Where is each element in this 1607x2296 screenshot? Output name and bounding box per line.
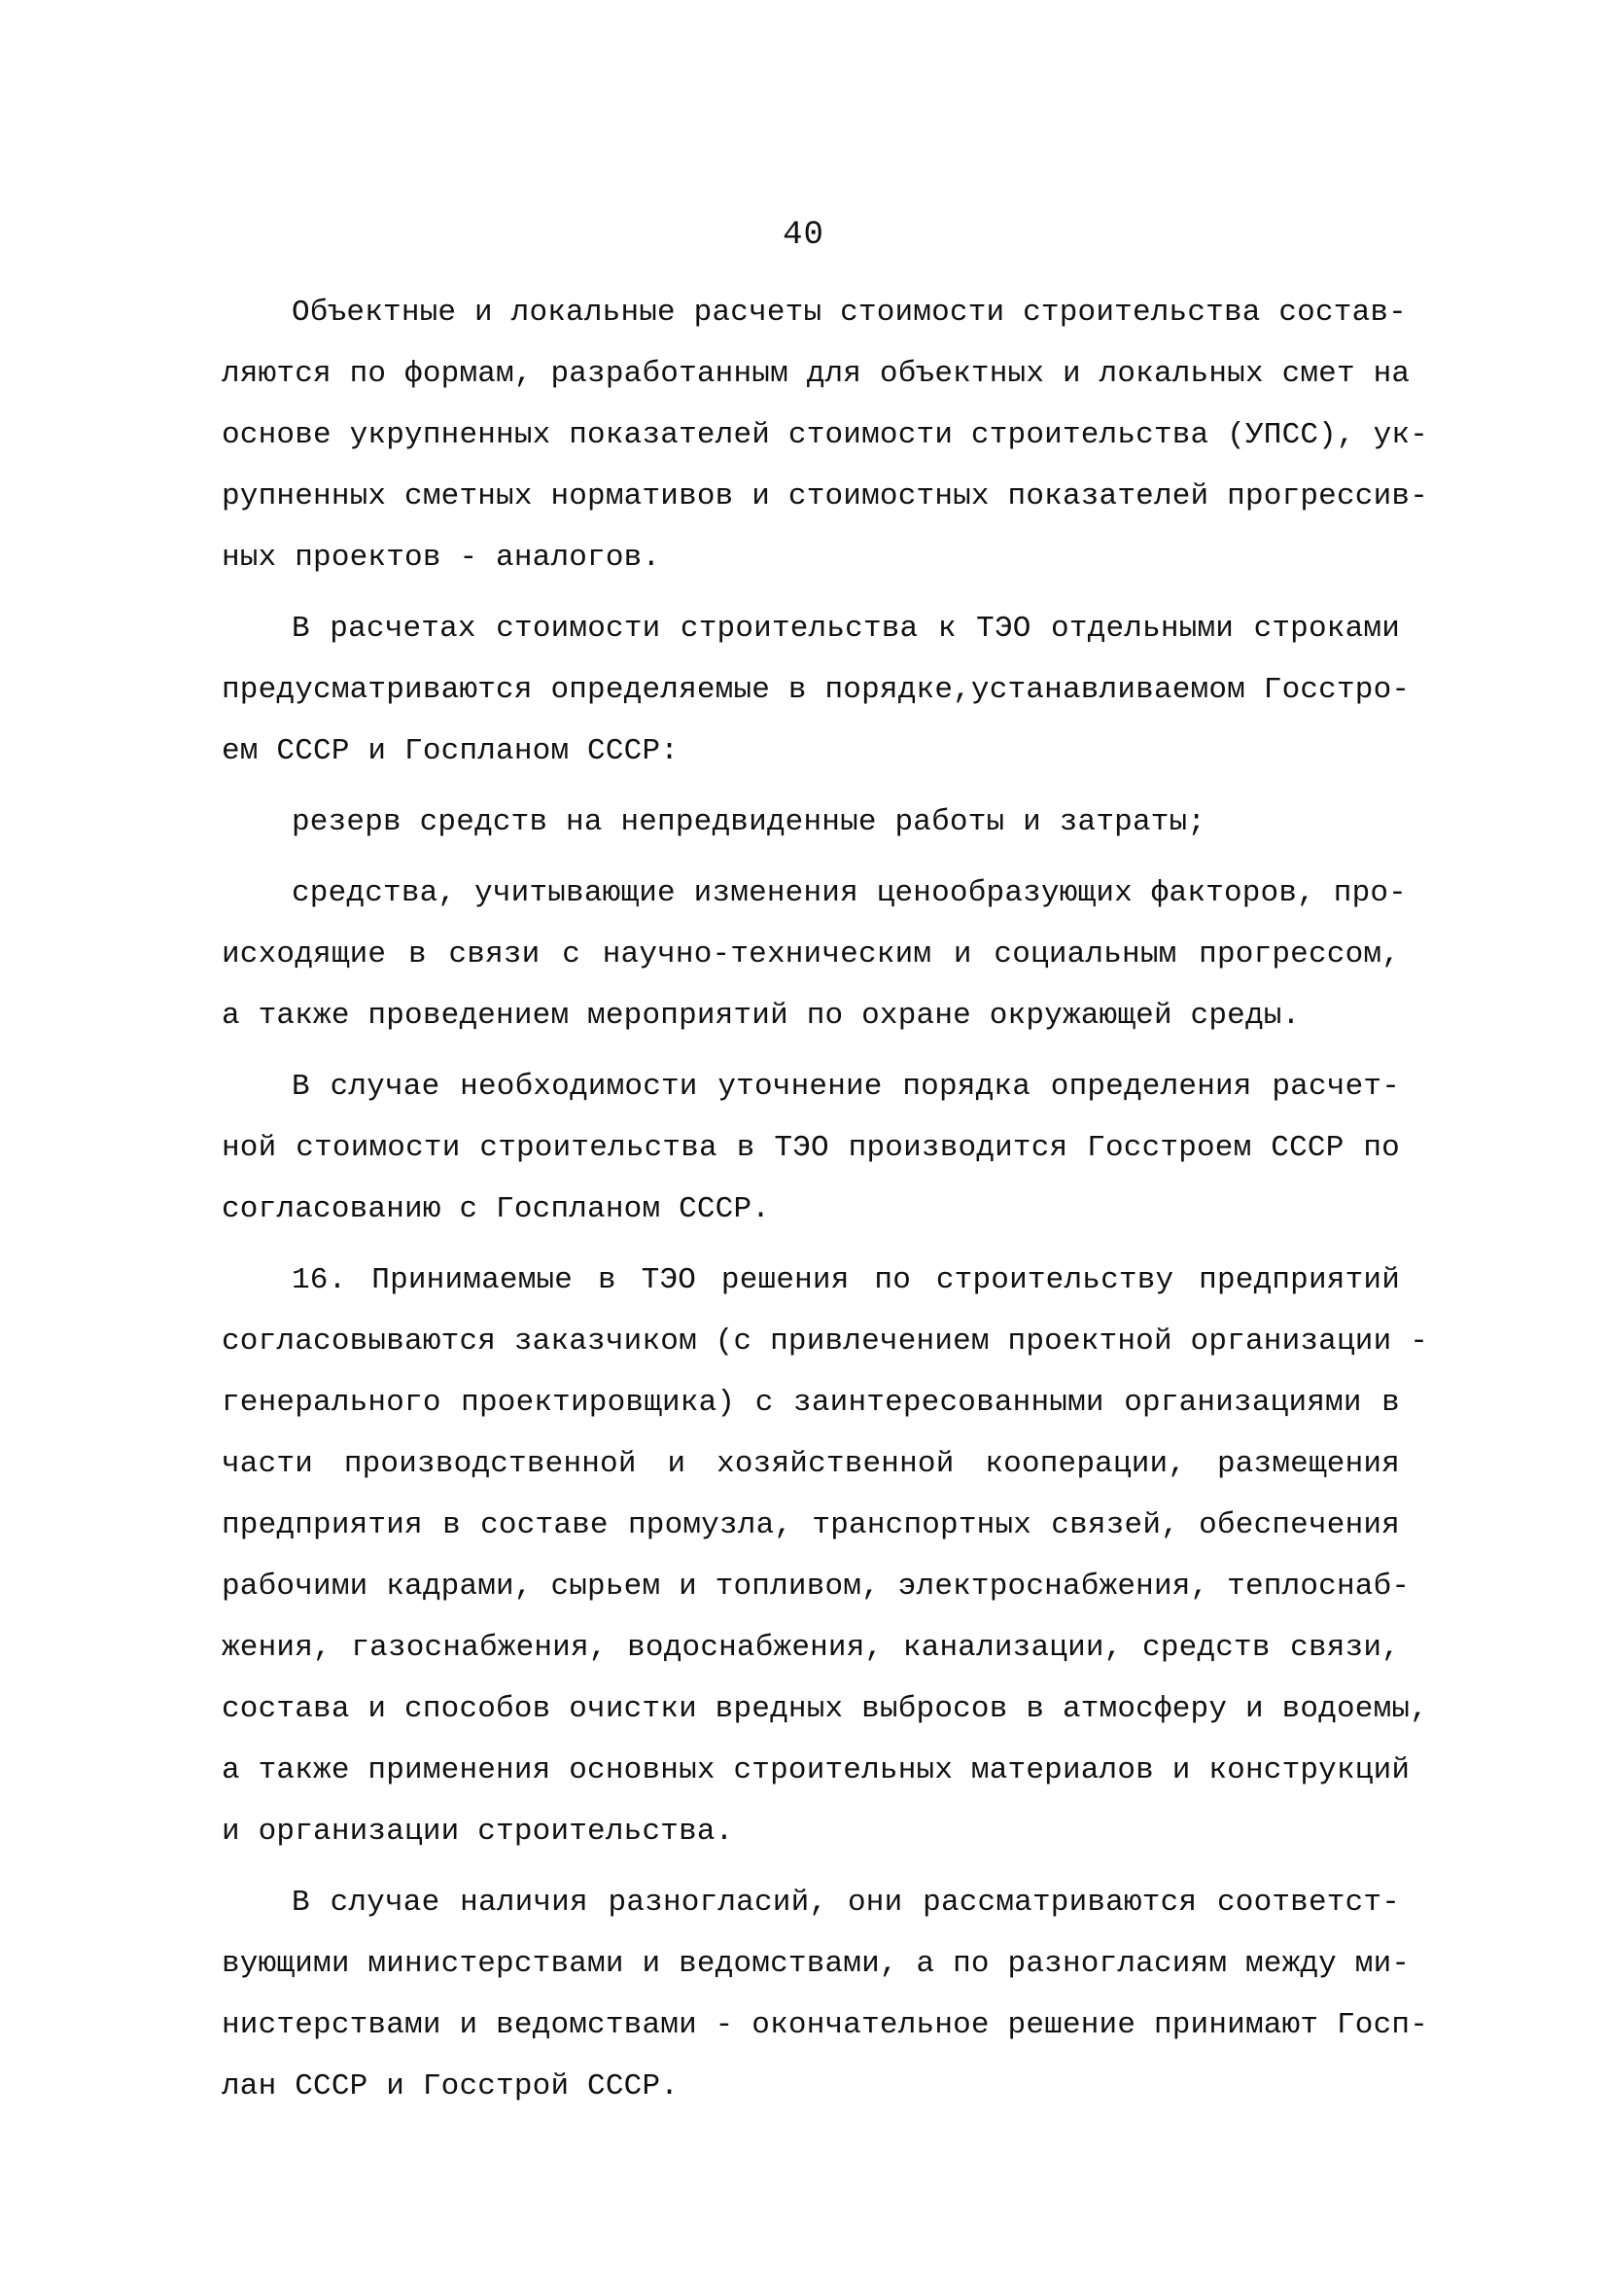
text-line: Объектные и локальные расчеты стоимости строительства состав- bbox=[292, 296, 1407, 330]
text-line: 16. Принимаемые в ТЭО решения по строительству предприятий bbox=[292, 1263, 1400, 1297]
text-line: исходящие в связи с научно-техническим и социальным прогрессом, bbox=[222, 937, 1400, 971]
text-line: В случае наличия разногласий, они рассматриваются соответст- bbox=[292, 1886, 1400, 1920]
text-line: а также применения основных строительных материалов и конструкций bbox=[222, 1753, 1411, 1787]
text-line: В расчетах стоимости строительства к ТЭО отдельными строками bbox=[292, 612, 1400, 646]
paragraph-clarification bbox=[222, 1056, 1400, 1240]
text-line: ных проектов - аналогов. bbox=[222, 541, 661, 575]
text-line: состава и способов очистки вредных выбросов в атмосферу и водоемы, bbox=[222, 1692, 1428, 1726]
paragraph-disagreements bbox=[222, 1872, 1428, 2117]
text-line: вующими министерствами и ведомствами, а по разногласиям между ми- bbox=[222, 1947, 1411, 1981]
text-line: согласовываются заказчиком (с привлечением проектной организации - bbox=[222, 1325, 1428, 1359]
text-line: а также проведением мероприятий по охране окружающей среды. bbox=[222, 999, 1301, 1033]
paragraph-separate-lines bbox=[222, 598, 1411, 782]
text-line: ем СССР и Госпланом СССР: bbox=[222, 734, 680, 768]
text-line: части производственной и хозяйственной кооперации, размещения bbox=[222, 1447, 1400, 1481]
paragraph-reserve-funds bbox=[222, 792, 1400, 853]
text-line: ной стоимости строительства в ТЭО производится Госстроем СССР по bbox=[222, 1131, 1400, 1165]
text-line: рабочими кадрами, сырьем и топливом, электроснабжения, теплоснаб- bbox=[222, 1570, 1411, 1604]
text-line: нистерствами и ведомствами - окончательное решение принимают Госп- bbox=[222, 2008, 1428, 2042]
paragraph-section-16 bbox=[222, 1250, 1428, 1862]
page-number: 40 bbox=[783, 217, 824, 254]
text-line: генерального проектировщика) с заинтересованными организациями в bbox=[222, 1386, 1400, 1420]
text-line: жения, газоснабжения, водоснабжения, канализации, средств связи, bbox=[222, 1631, 1400, 1665]
text-line: рупненных сметных нормативов и стоимостных показателей прогрессив- bbox=[222, 479, 1428, 513]
paragraph-object-local-estimates bbox=[222, 282, 1428, 588]
text-line: резерв средств на непредвиденные работы и затраты; bbox=[292, 805, 1206, 839]
text-line: ляются по формам, разработанным для объектных и локальных смет на bbox=[222, 357, 1411, 391]
text-line: согласованию с Госпланом СССР. bbox=[222, 1192, 771, 1226]
text-line: предусматриваются определяемые в порядке,устанавливаемом Госстро- bbox=[222, 673, 1411, 707]
paragraph-price-factors bbox=[222, 863, 1407, 1046]
text-line: основе укрупненных показателей стоимости строительства (УПСС), ук- bbox=[222, 418, 1428, 452]
text-line: В случае необходимости уточнение порядка определения расчет- bbox=[292, 1070, 1400, 1104]
document-body bbox=[222, 282, 1428, 2117]
text-line: средства, учитывающие изменения ценообразующих факторов, про- bbox=[292, 876, 1407, 910]
text-line: лан СССР и Госстрой СССР. bbox=[222, 2069, 680, 2103]
text-line: предприятия в составе промузла, транспортных связей, обеспечения bbox=[222, 1508, 1400, 1542]
text-line: и организации строительства. bbox=[222, 1815, 734, 1849]
